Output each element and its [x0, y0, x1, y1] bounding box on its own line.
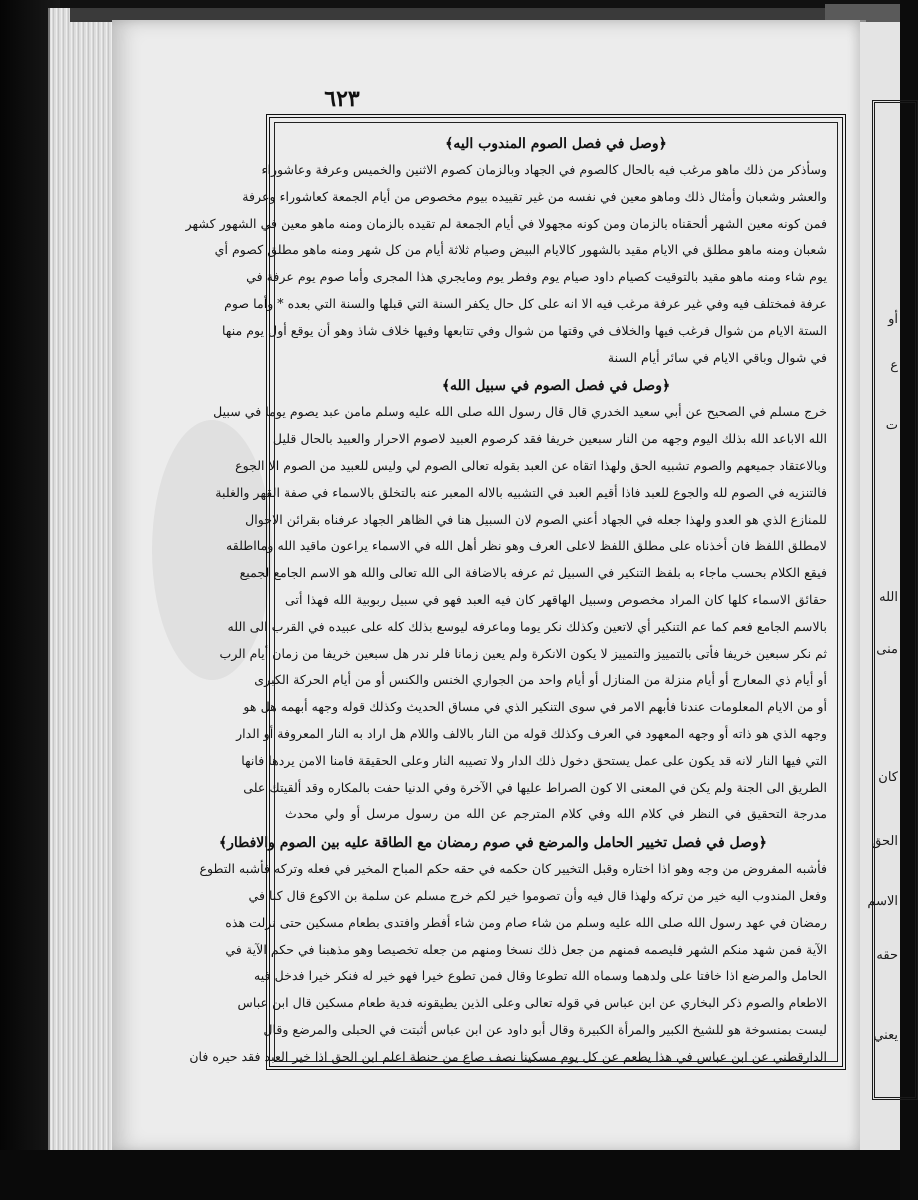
text-line: الآية فمن شهد منكم الشهر فليصمه فمنهم من جعل ذلك نسخا ومنهم من جعله تخصيصا وهو مذهبنا في حكم الآية في — [225, 941, 827, 957]
text-line: فالتنزيه في الصوم لله والجوع للعبد فاذا أقيم العبد في التشبيه بالاله المعبر عنه بالتخلق بالاسماء في صفة القهر والغلبة — [215, 484, 827, 500]
page-edges-stack — [48, 8, 120, 1155]
text-line: شعبان ومنه ماهو مطلق في الايام مقيد بالشهور كالايام البيض وصيام ثلاثة أيام من كل شهر ومنه ماهو مطلق كصوم أي — [214, 242, 827, 258]
facing-page-text: ت — [885, 418, 898, 433]
facing-page-text: ع — [890, 358, 898, 373]
text-line: فمن كونه معين الشهر ألحقناه بالزمان ومن كونه مجهولا في أيام الجمعة لم تقيده بالزمان ومنه ماهو معين في الشهور كشهر — [185, 215, 827, 231]
facing-page-text: يعني — [873, 1028, 898, 1043]
text-line: حقائق الاسماء كلها كان المراد مخصوص وسبيل الهاقهر كان فيه العبد فهو في سبيل ربوبية الله فهذا أتى — [285, 591, 827, 607]
facing-page-text: الله — [879, 590, 898, 605]
text-line: أو أيام ذي المعارج أو أيام منزلة من المنازل أو أيام واحد من الجواري الخنس والكنس أو من أيام الحركة الكبرى — [254, 672, 827, 688]
text-line: يوم شاء ومنه ماهو مقيد بالتوقيت كصيام داود صيام يوم وفطر يوم ومايجري هذا المجرى وأما صوم يوم عرفة في — [246, 269, 827, 285]
text-line: التي فيها النار لانه قد يكون على عمل يستحق دخول ذلك الدار ولا تصيبه النار وعلى الحقيقة فامنا الامن يردها فانها — [241, 752, 827, 768]
text-line: لامطلق اللفظ فان أخذناه على مطلق اللفظ لاعلى العرف وهو نظر أهل الله في الاسماء يراعون ماقيد الله ومااطلقه — [225, 538, 827, 554]
text-line: الحامل والمرضع اذا خافتا على ولدهما وسماه الله تطوعا وقال فمن تطوع خيرا فهو خير له فنكر خيرا فدخل فيه — [254, 968, 827, 984]
text-line: بالاسم الجامع فعم كما عم التنكير أي لاتعين وكذلك نكر يوما وماعرفه ليوسع بذلك كله على عبيده في القرب الى الله — [227, 618, 827, 634]
text-line: أو من الايام المعلومات عندنا فأبهم الامر في سوى التنكير الذي في مساق الحديث وكذلك قوله وجهه أبهمه هل هو — [243, 699, 827, 715]
facing-page-text: حقه — [876, 948, 898, 963]
text-line: الطريق الى الجنة ولم يكن في المعنى الا كون الصراط عليها في الآخرة وفي الدنيا حفت بالمكاره وقد ألقيتك على — [243, 779, 827, 795]
text-line: ثم نكر سبعين خريفا فأتى بالتمييز والتمييز لا يكون الانكرة ولم يعين زمانا فلر ندر هل سبعين خريفا من زمان أيام الرب — [219, 645, 827, 661]
text-line: وسأذكر من ذلك ماهو مرغب فيه بالحال كالصوم في الجهاد وبالزمان كصوم الاثنين والخميس وعرفة وعاشوراء — [261, 162, 827, 177]
text-line: الستة الايام من شوال فرغب فيها والخلاف في وقتها من شوال وفي تتابعها وفيها خلاف شاذ وهو أن يوقع أول يوم منها — [222, 322, 827, 338]
facing-page-edge — [860, 22, 900, 1162]
section-heading-fast-in-path-of-god: ﴿وصل في فصل الصوم في سبيل الله﴾ — [441, 378, 671, 395]
text-line: والعشر وشعبان وأمثال ذلك وماهو معين في نفسه من غير تقييده بيوم مخصوص من أيام الجمعة كعاشوراء وعرفة — [242, 188, 827, 204]
facing-page-text: الاسم — [867, 894, 898, 909]
section-heading-pregnant-nursing: ﴿وصل في فصل تخيير الحامل والمرضع في صوم رمضان مع الطاقة عليه بين الصوم والافطار﴾ — [218, 835, 767, 852]
facing-page-text: أو — [888, 312, 898, 327]
text-line: فأشبه المفروض من وجه وهو اذا اختاره وقبل التخيير كان حكمه في حقه حكم المباح المخير في فعله وتركه فأشبه التطوع — [199, 861, 827, 877]
text-line: فيقع الكلام بحسب ماجاء به بلفظ التنكير في السبيل ثم عرفه بالاضافة الى الله تعالى والله هو الاسم الجامع لجميع — [239, 565, 827, 581]
text-line: عرفة فمختلف فيه وفي غير عرفة مرغب فيه الا انه على كل حال يكفر السنة التي قبلها والسنة التي بعده * وأما صوم — [224, 295, 827, 311]
text-line: وبالاعتقاد جميعهم والصوم تشبيه الحق ولهذا اتقاه عن العبد بقوله تعالى الصوم لي وليس للعبيد من الصوم الا الجوع — [235, 457, 827, 473]
facing-page-text: منى — [876, 642, 898, 657]
text-frame — [185, 114, 846, 1070]
text-line: خرج مسلم في الصحيح عن أبي سعيد الخدري قال قال رسول الله صلى الله عليه وسلم مامن عبد يصوم يوما في سبيل — [213, 404, 827, 420]
text-line: الله الاباعد الله بذلك اليوم وجهه من النار سبعين خريفا فقد كرصوم العبيد لاصوم الاحرار والعبيد بالحال قليل — [272, 431, 827, 447]
facing-page-text: الحق — [871, 834, 898, 849]
page-number: ٦٢٣ — [324, 86, 360, 112]
text-line: وفعل المندوب اليه خير من تركه ولهذا قال فيه وأن تصوموا خير لكم خرج مسلم عن سلمة بن الاكوع قال كنا في — [248, 887, 827, 903]
text-line: وجهه الذي هو ذاته أو وجهه المعهود في العرف وكذلك قوله من النار بالالف واللام هل اراد به النار المعروفة أو الدار — [236, 725, 827, 741]
text-line: الاطعام والصوم ذكر البخاري عن ابن عباس في قوله تعالى وعلى الذين يطيقونه فدية طعام مسكين قال ابن عباس — [237, 995, 827, 1011]
text-frame-inner — [185, 122, 838, 1064]
facing-page-text: كان — [878, 770, 898, 785]
bottom-shadow — [0, 1150, 900, 1200]
text-line: رمضان في عهد رسول الله صلى الله عليه وسلم من شاء صام ومن شاء أفطر وافتدى بطعام مسكين حتى نزلت هذه — [225, 914, 827, 930]
text-line: مدرجة التحقيق في النظر في كلام الله وفي كلام المترجم عن الله من رسول مرسل أو ولي محدث — [285, 806, 827, 822]
text-line: الدارقطني عن ابن عباس في هذا يطعم عن كل يوم مسكينا نصف صاع من حنطة اعلم ابن الحق اذا خير العبد فقد حيره فان — [189, 1048, 827, 1064]
text-line: للمنازع الذي هو العدو ولهذا جعله في الجهاد أعني الصوم لان السبيل هنا في الظاهر الجهاد عرفناه بقرائن الاحوال — [245, 511, 827, 527]
text-line: في شوال وباقي الايام في سائر أيام السنة — [607, 349, 827, 365]
section-heading-voluntary-fast: ﴿وصل في فصل الصوم المندوب اليه﴾ — [445, 136, 667, 152]
text-line: ليست بمنسوخة هو للشيخ الكبير والمرأة الكبيرة وقال أبو داود عن ابن عباس أثبتت في الحبلى والمرضع وقال — [263, 1021, 827, 1037]
